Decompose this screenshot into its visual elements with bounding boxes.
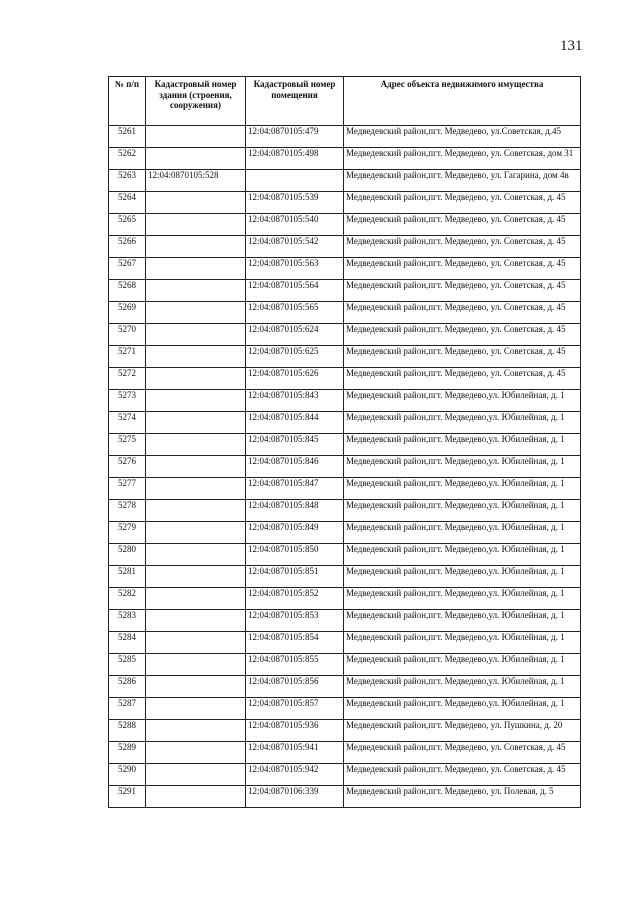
address-cell: Медведевский район,пгт. Медведево,ул. Юбилейная, д. 1 [344, 610, 581, 632]
row-number-cell: 5269 [109, 302, 146, 324]
row-number-cell: 5277 [109, 478, 146, 500]
table-row [109, 302, 581, 324]
building-cadastral-cell [146, 192, 246, 214]
table-row [109, 346, 581, 368]
address-cell: Медведевский район,пгт. Медведево, ул. Советская, д. 45 [344, 324, 581, 346]
row-number-cell: 5280 [109, 544, 146, 566]
building-cadastral-cell [146, 698, 246, 720]
registry-table [108, 76, 581, 808]
building-cadastral-cell [146, 676, 246, 698]
address-cell: Медведевский район,пгт. Медведево,ул. Юбилейная, д. 1 [344, 412, 581, 434]
row-number-cell: 5285 [109, 654, 146, 676]
table-row [109, 522, 581, 544]
header-address: Адрес объекта недвижимого имущества [344, 77, 581, 126]
room-cadastral-cell: 12:04:0870105:942 [246, 764, 344, 786]
address-cell: Медведевский район,пгт. Медведево,ул. Юбилейная, д. 1 [344, 478, 581, 500]
address-cell: Медведевский район,пгт. Медведево,ул. Юбилейная, д. 1 [344, 588, 581, 610]
address-cell: Медведевский район,пгт. Медведево, ул. Гагарина, дом 4в [344, 170, 581, 192]
header-number: № п/п [109, 77, 146, 126]
room-cadastral-cell: 12:04:0870105:853 [246, 610, 344, 632]
table-row [109, 654, 581, 676]
row-number-cell: 5276 [109, 456, 146, 478]
building-cadastral-cell [146, 610, 246, 632]
table-row [109, 192, 581, 214]
row-number-cell: 5267 [109, 258, 146, 280]
header-building-cadastral: Кадастровый номер здания (строения, сооружения) [146, 77, 246, 126]
address-cell: Медведевский район,пгт. Медведево,ул. Юбилейная, д. 1 [344, 522, 581, 544]
address-cell: Медведевский район,пгт. Медведево, ул. Советская, д. 45 [344, 302, 581, 324]
table-row [109, 148, 581, 170]
address-cell: Медведевский район,пгт. Медведево,ул. Юбилейная, д. 1 [344, 632, 581, 654]
room-cadastral-cell: 12:04:0870105:847 [246, 478, 344, 500]
page-number: 131 [560, 38, 583, 54]
building-cadastral-cell [146, 148, 246, 170]
row-number-cell: 5283 [109, 610, 146, 632]
address-cell: Медведевский район,пгт. Медведево,ул. Юбилейная, д. 1 [344, 390, 581, 412]
room-cadastral-cell: 12:04:0870105:564 [246, 280, 344, 302]
table-row [109, 478, 581, 500]
building-cadastral-cell [146, 544, 246, 566]
address-cell: Медведевский район,пгт. Медведево,ул. Юбилейная, д. 1 [344, 698, 581, 720]
table-row [109, 236, 581, 258]
row-number-cell: 5287 [109, 698, 146, 720]
address-cell: Медведевский район,пгт. Медведево, ул.Советская, д.45 [344, 126, 581, 148]
room-cadastral-cell: 12:04:0870105:625 [246, 346, 344, 368]
room-cadastral-cell: 12:04:0870105:540 [246, 214, 344, 236]
table-header-row [109, 77, 581, 126]
row-number-cell: 5266 [109, 236, 146, 258]
table-row [109, 368, 581, 390]
building-cadastral-cell [146, 764, 246, 786]
address-cell: Медведевский район,пгт. Медведево,ул. Юбилейная, д. 1 [344, 654, 581, 676]
row-number-cell: 5263 [109, 170, 146, 192]
room-cadastral-cell: 12:04:0870105:624 [246, 324, 344, 346]
table-row [109, 214, 581, 236]
building-cadastral-cell [146, 434, 246, 456]
room-cadastral-cell: 12:04:0870105:563 [246, 258, 344, 280]
building-cadastral-cell [146, 786, 246, 808]
building-cadastral-cell [146, 456, 246, 478]
building-cadastral-cell [146, 368, 246, 390]
room-cadastral-cell: 12:04:0870105:941 [246, 742, 344, 764]
address-cell: Медведевский район,пгт. Медведево, ул. Советская, д. 45 [344, 192, 581, 214]
row-number-cell: 5278 [109, 500, 146, 522]
row-number-cell: 5261 [109, 126, 146, 148]
address-cell: Медведевский район,пгт. Медведево, ул. Советская, дом 31 [344, 148, 581, 170]
building-cadastral-cell [146, 214, 246, 236]
address-cell: Медведевский район,пгт. Медведево, ул. Советская, д. 45 [344, 236, 581, 258]
row-number-cell: 5265 [109, 214, 146, 236]
building-cadastral-cell [146, 588, 246, 610]
building-cadastral-cell [146, 412, 246, 434]
building-cadastral-cell [146, 500, 246, 522]
table-row [109, 324, 581, 346]
row-number-cell: 5275 [109, 434, 146, 456]
building-cadastral-cell [146, 478, 246, 500]
table-row [109, 786, 581, 808]
table-row [109, 126, 581, 148]
row-number-cell: 5289 [109, 742, 146, 764]
room-cadastral-cell: 12:04:0870105:479 [246, 126, 344, 148]
address-cell: Медведевский район,пгт. Медведево, ул. Советская, д. 45 [344, 368, 581, 390]
room-cadastral-cell: 12:04:0870105:845 [246, 434, 344, 456]
address-cell: Медведевский район,пгт. Медведево,ул. Юбилейная, д. 1 [344, 676, 581, 698]
row-number-cell: 5262 [109, 148, 146, 170]
building-cadastral-cell [146, 720, 246, 742]
building-cadastral-cell [146, 632, 246, 654]
address-cell: Медведевский район,пгт. Медведево,ул. Юбилейная, д. 1 [344, 456, 581, 478]
row-number-cell: 5290 [109, 764, 146, 786]
room-cadastral-cell: 12:04:0870105:846 [246, 456, 344, 478]
address-cell: Медведевский район,пгт. Медведево,ул. Юбилейная, д. 1 [344, 434, 581, 456]
table-row [109, 280, 581, 302]
room-cadastral-cell: 12:04:0870105:851 [246, 566, 344, 588]
room-cadastral-cell: 12:04:0870105:850 [246, 544, 344, 566]
address-cell: Медведевский район,пгт. Медведево,ул. Юбилейная, д. 1 [344, 500, 581, 522]
row-number-cell: 5268 [109, 280, 146, 302]
table-row [109, 610, 581, 632]
building-cadastral-cell [146, 280, 246, 302]
building-cadastral-cell [146, 324, 246, 346]
room-cadastral-cell: 12:04:0870105:542 [246, 236, 344, 258]
room-cadastral-cell: 12:04:0870105:856 [246, 676, 344, 698]
table-body [109, 126, 581, 808]
table-row [109, 720, 581, 742]
row-number-cell: 5288 [109, 720, 146, 742]
table-row [109, 434, 581, 456]
row-number-cell: 5281 [109, 566, 146, 588]
table-row [109, 500, 581, 522]
building-cadastral-cell [146, 522, 246, 544]
address-cell: Медведевский район,пгт. Медведево, ул. Советская, д. 45 [344, 742, 581, 764]
row-number-cell: 5270 [109, 324, 146, 346]
room-cadastral-cell: 12:04:0870105:539 [246, 192, 344, 214]
building-cadastral-cell [146, 742, 246, 764]
table-row [109, 764, 581, 786]
building-cadastral-cell [146, 390, 246, 412]
room-cadastral-cell: 12:04:0870105:843 [246, 390, 344, 412]
address-cell: Медведевский район,пгт. Медведево, ул. Полевая, д. 5 [344, 786, 581, 808]
row-number-cell: 5273 [109, 390, 146, 412]
table-row [109, 566, 581, 588]
address-cell: Медведевский район,пгт. Медведево, ул. Советская, д. 45 [344, 214, 581, 236]
building-cadastral-cell: 12:04:0870105:528 [146, 170, 246, 192]
room-cadastral-cell: 12:04:0870105:848 [246, 500, 344, 522]
room-cadastral-cell: 12:04:0870105:844 [246, 412, 344, 434]
address-cell: Медведевский район,пгт. Медведево, ул. Советская, д. 45 [344, 764, 581, 786]
address-cell: Медведевский район,пгт. Медведево, ул. Советская, д. 45 [344, 346, 581, 368]
room-cadastral-cell: 12:04:0870105:855 [246, 654, 344, 676]
table-row [109, 588, 581, 610]
row-number-cell: 5272 [109, 368, 146, 390]
table-row [109, 544, 581, 566]
row-number-cell: 5279 [109, 522, 146, 544]
table-row [109, 742, 581, 764]
room-cadastral-cell: 12:04:0870105:498 [246, 148, 344, 170]
table-row [109, 676, 581, 698]
building-cadastral-cell [146, 236, 246, 258]
table-row [109, 258, 581, 280]
building-cadastral-cell [146, 654, 246, 676]
address-cell: Медведевский район,пгт. Медведево, ул. Советская, д. 45 [344, 280, 581, 302]
address-cell: Медведевский район,пгт. Медведево,ул. Юбилейная, д. 1 [344, 566, 581, 588]
table-row [109, 390, 581, 412]
row-number-cell: 5282 [109, 588, 146, 610]
row-number-cell: 5284 [109, 632, 146, 654]
building-cadastral-cell [146, 346, 246, 368]
row-number-cell: 5271 [109, 346, 146, 368]
table-row [109, 698, 581, 720]
building-cadastral-cell [146, 258, 246, 280]
room-cadastral-cell: 12:04:0870106:339 [246, 786, 344, 808]
table-row [109, 170, 581, 192]
row-number-cell: 5291 [109, 786, 146, 808]
room-cadastral-cell: 12:04:0870105:626 [246, 368, 344, 390]
table-row [109, 412, 581, 434]
building-cadastral-cell [146, 302, 246, 324]
room-cadastral-cell: 12:04:0870105:857 [246, 698, 344, 720]
row-number-cell: 5264 [109, 192, 146, 214]
building-cadastral-cell [146, 126, 246, 148]
address-cell: Медведевский район,пгт. Медведево, ул. Пушкина, д. 20 [344, 720, 581, 742]
row-number-cell: 5286 [109, 676, 146, 698]
room-cadastral-cell [246, 170, 344, 192]
address-cell: Медведевский район,пгт. Медведево, ул. Советская, д. 45 [344, 258, 581, 280]
room-cadastral-cell: 12:04:0870105:565 [246, 302, 344, 324]
room-cadastral-cell: 12:04:0870105:854 [246, 632, 344, 654]
building-cadastral-cell [146, 566, 246, 588]
room-cadastral-cell: 12:04:0870105:852 [246, 588, 344, 610]
table-row [109, 632, 581, 654]
header-room-cadastral: Кадастровый номер помещения [246, 77, 344, 126]
room-cadastral-cell: 12:04:0870105:936 [246, 720, 344, 742]
room-cadastral-cell: 12:04:0870105:849 [246, 522, 344, 544]
address-cell: Медведевский район,пгт. Медведево,ул. Юбилейная, д. 1 [344, 544, 581, 566]
table-row [109, 456, 581, 478]
row-number-cell: 5274 [109, 412, 146, 434]
